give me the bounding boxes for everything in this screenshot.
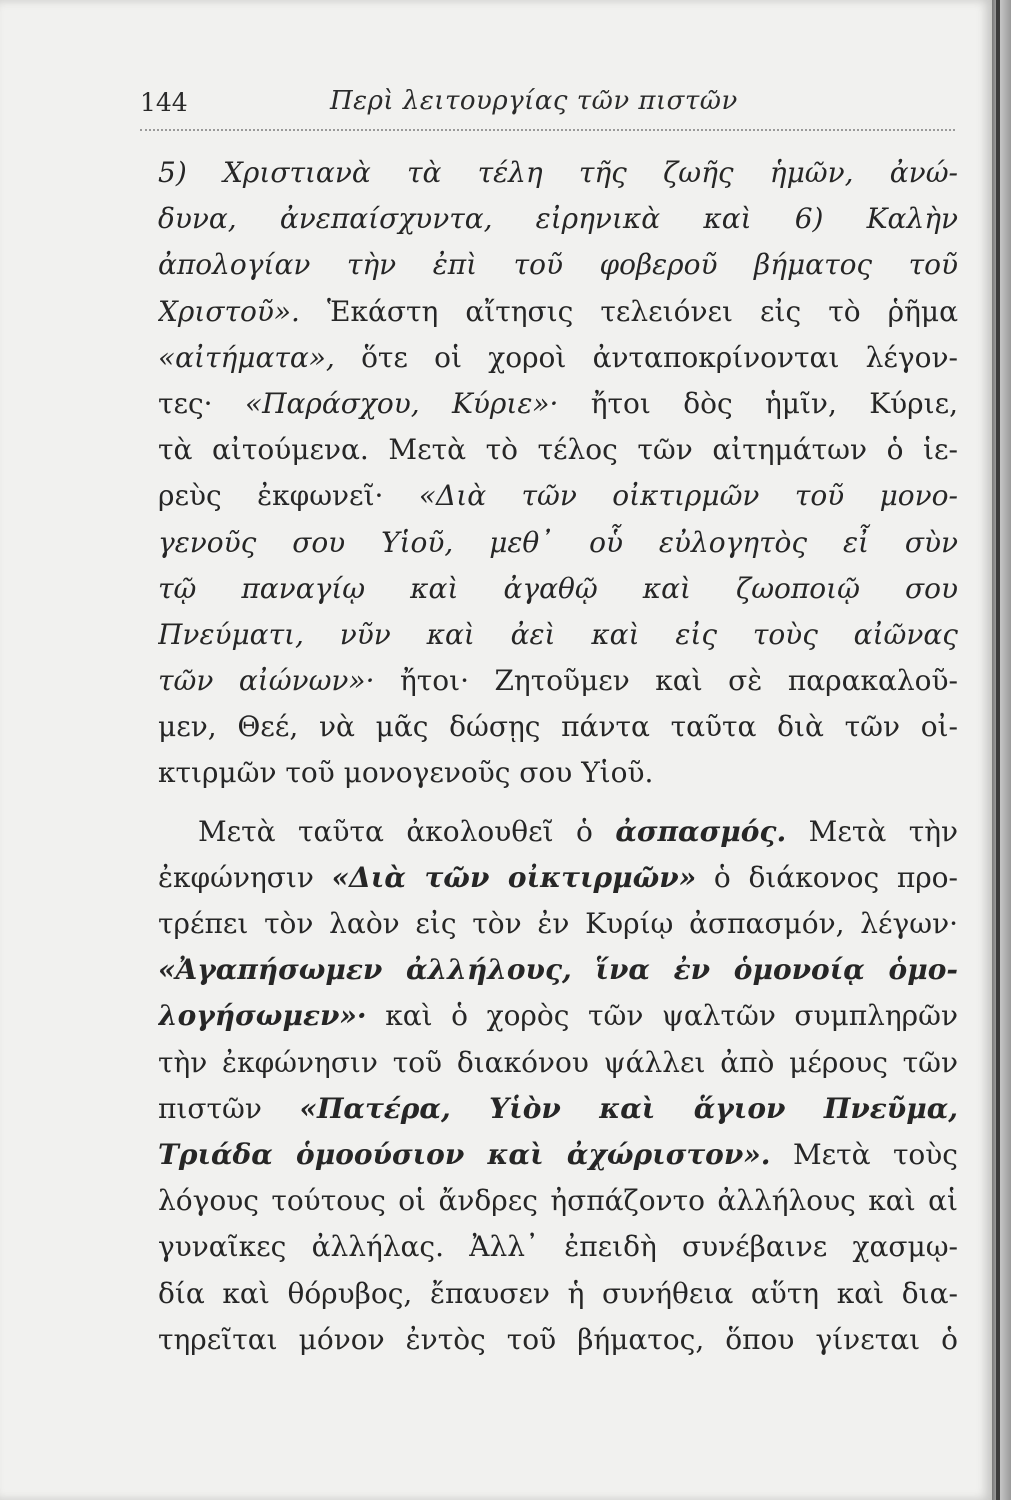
text-run: ρεὺς ἐκφωνεῖ·	[158, 479, 419, 513]
text-line	[158, 196, 958, 242]
text-line	[158, 1178, 958, 1224]
page-header	[140, 86, 960, 126]
emphasis-run: γενοῦς σου Υἱοῦ, μεθ᾽ οὗ εὐλογητὸς εἶ σὺν	[158, 525, 958, 559]
page-number: 144	[140, 88, 188, 117]
text-run: ἐκφώνησιν	[158, 860, 332, 894]
text-line	[158, 993, 958, 1039]
text-line	[158, 750, 958, 796]
text-run: ὁ διάκονος προ-	[696, 860, 958, 894]
text-run: Μετὰ τοὺς	[770, 1137, 958, 1171]
text-line	[158, 947, 958, 993]
text-run: Ἑκάστη αἴτησις τελειόνει εἰς τὸ ῥῆμα	[299, 294, 958, 328]
book-gutter	[992, 0, 1011, 1500]
text-line	[158, 1317, 958, 1363]
text-line	[158, 289, 958, 335]
text-run: τες·	[158, 386, 245, 420]
emphasis-run: τῶν αἰώνων»·	[158, 664, 375, 698]
emphasis-run: Χριστοῦ».	[158, 294, 300, 328]
emphasis-run: «Διὰ τῶν οἰκτιρμῶν»	[331, 860, 697, 894]
emphasis-run: «Ἀγαπήσωμεν ἀλλήλους, ἵνα ἐν ὁμονοίᾳ ὁμο-	[158, 953, 958, 987]
text-line	[158, 612, 958, 658]
text-line	[158, 242, 958, 288]
text-run: τὴν ἐκφώνησιν τοῦ διακόνου ψάλλει ἀπὸ μέρους τῶν	[158, 1045, 958, 1079]
emphasis-run: 5) Χριστιανὰ τὰ τέλη τῆς ζωῆς ἡμῶν, ἀνώ-	[158, 156, 958, 189]
text-run: μεν, Θεέ, νὰ μᾶς δώσῃς πάντα ταῦτα διὰ τῶν οἰ-	[158, 710, 958, 744]
emphasis-run: «αἰτήματα»,	[158, 340, 335, 374]
text-line	[158, 658, 958, 704]
running-title: Περὶ λειτουργίας τῶν πιστῶν	[330, 86, 738, 116]
text-run: Μετὰ ταῦτα ἀκολουθεῖ ὁ	[198, 814, 616, 848]
emphasis-run: Τριάδα ὁμοούσιον καὶ ἀχώριστον».	[158, 1137, 771, 1171]
text-line	[158, 473, 958, 519]
text-run: πιστῶν	[158, 1091, 300, 1125]
emphasis-run: ἀσπασμός.	[615, 814, 787, 848]
header-rule	[140, 129, 955, 131]
text-line	[158, 520, 958, 566]
gutter-edge	[996, 0, 1000, 1500]
text-run: τηρεῖται μόνον ἐντὸς τοῦ βήματος, ὅπου γίνεται ὁ	[158, 1322, 958, 1356]
text-run: Μετὰ τὴν	[786, 814, 958, 848]
text-run: γυναῖκες ἀλλήλας. Ἀλλ᾽ ἐπειδὴ συνέβαινε χασμῳ-	[158, 1230, 958, 1264]
text-line	[158, 150, 958, 196]
emphasis-run: «Πατέρα, Υἱὸν καὶ ἅγιον Πνεῦμα,	[299, 1091, 958, 1125]
text-line	[158, 809, 958, 855]
emphasis-run: «Παράσχου, Κύριε»·	[244, 386, 559, 420]
text-run: δία καὶ θόρυβος, ἔπαυσεν ἡ συνήθεια αὕτη καὶ δια-	[158, 1276, 958, 1310]
text-line	[158, 1040, 958, 1086]
text-line	[158, 855, 958, 901]
emphasis-run: λογήσωμεν»·	[158, 999, 367, 1033]
paragraph-gap	[158, 797, 958, 809]
text-run: ὅτε οἱ χοροὶ ἀνταποκρίνονται λέγον-	[334, 340, 958, 374]
text-run: καὶ ὁ χορὸς τῶν ψαλτῶν συμπληρῶν	[366, 999, 958, 1033]
text-line	[158, 901, 958, 947]
text-run: ἤτοι· Ζητοῦμεν καὶ σὲ παρακαλοῦ-	[374, 664, 958, 698]
emphasis-run: δυνα, ἀνεπαίσχυντα, εἰρηνικὰ καὶ 6) Καλὴν	[158, 202, 958, 236]
text-line	[158, 335, 958, 381]
emphasis-run: «Διὰ τῶν οἰκτιρμῶν τοῦ μονο-	[418, 479, 958, 513]
text-line	[158, 381, 958, 427]
text-line	[158, 1224, 958, 1270]
emphasis-run: Πνεύματι, νῦν καὶ ἀεὶ καὶ εἰς τοὺς αἰῶνας	[158, 617, 958, 651]
text-line	[158, 1132, 958, 1178]
text-line	[158, 566, 958, 612]
body-text	[158, 150, 958, 1363]
text-run: κτιρμῶν τοῦ μονογενοῦς σου Υἱοῦ.	[158, 756, 654, 790]
text-line	[158, 427, 958, 473]
text-run: τρέπει τὸν λαὸν εἰς τὸν ἐν Κυρίῳ ἀσπασμόν, λέγων·	[158, 907, 958, 940]
emphasis-run: τῷ παναγίῳ καὶ ἀγαθῷ καὶ ζωοποιῷ σου	[158, 571, 958, 605]
text-line	[158, 1271, 958, 1317]
text-run: λόγους τούτους οἱ ἄνδρες ἠσπάζοντο ἀλλήλους καὶ αἱ	[158, 1184, 958, 1218]
text-line	[158, 1086, 958, 1132]
emphasis-run: ἀπολογίαν τὴν ἐπὶ τοῦ φοβεροῦ βήματος τοῦ	[158, 248, 958, 282]
text-line	[158, 704, 958, 750]
text-run: ἤτοι δὸς ἡμῖν, Κύριε,	[558, 386, 958, 420]
text-run: τὰ αἰτούμενα. Μετὰ τὸ τέλος τῶν αἰτημάτων ὁ ἱε-	[158, 433, 958, 467]
